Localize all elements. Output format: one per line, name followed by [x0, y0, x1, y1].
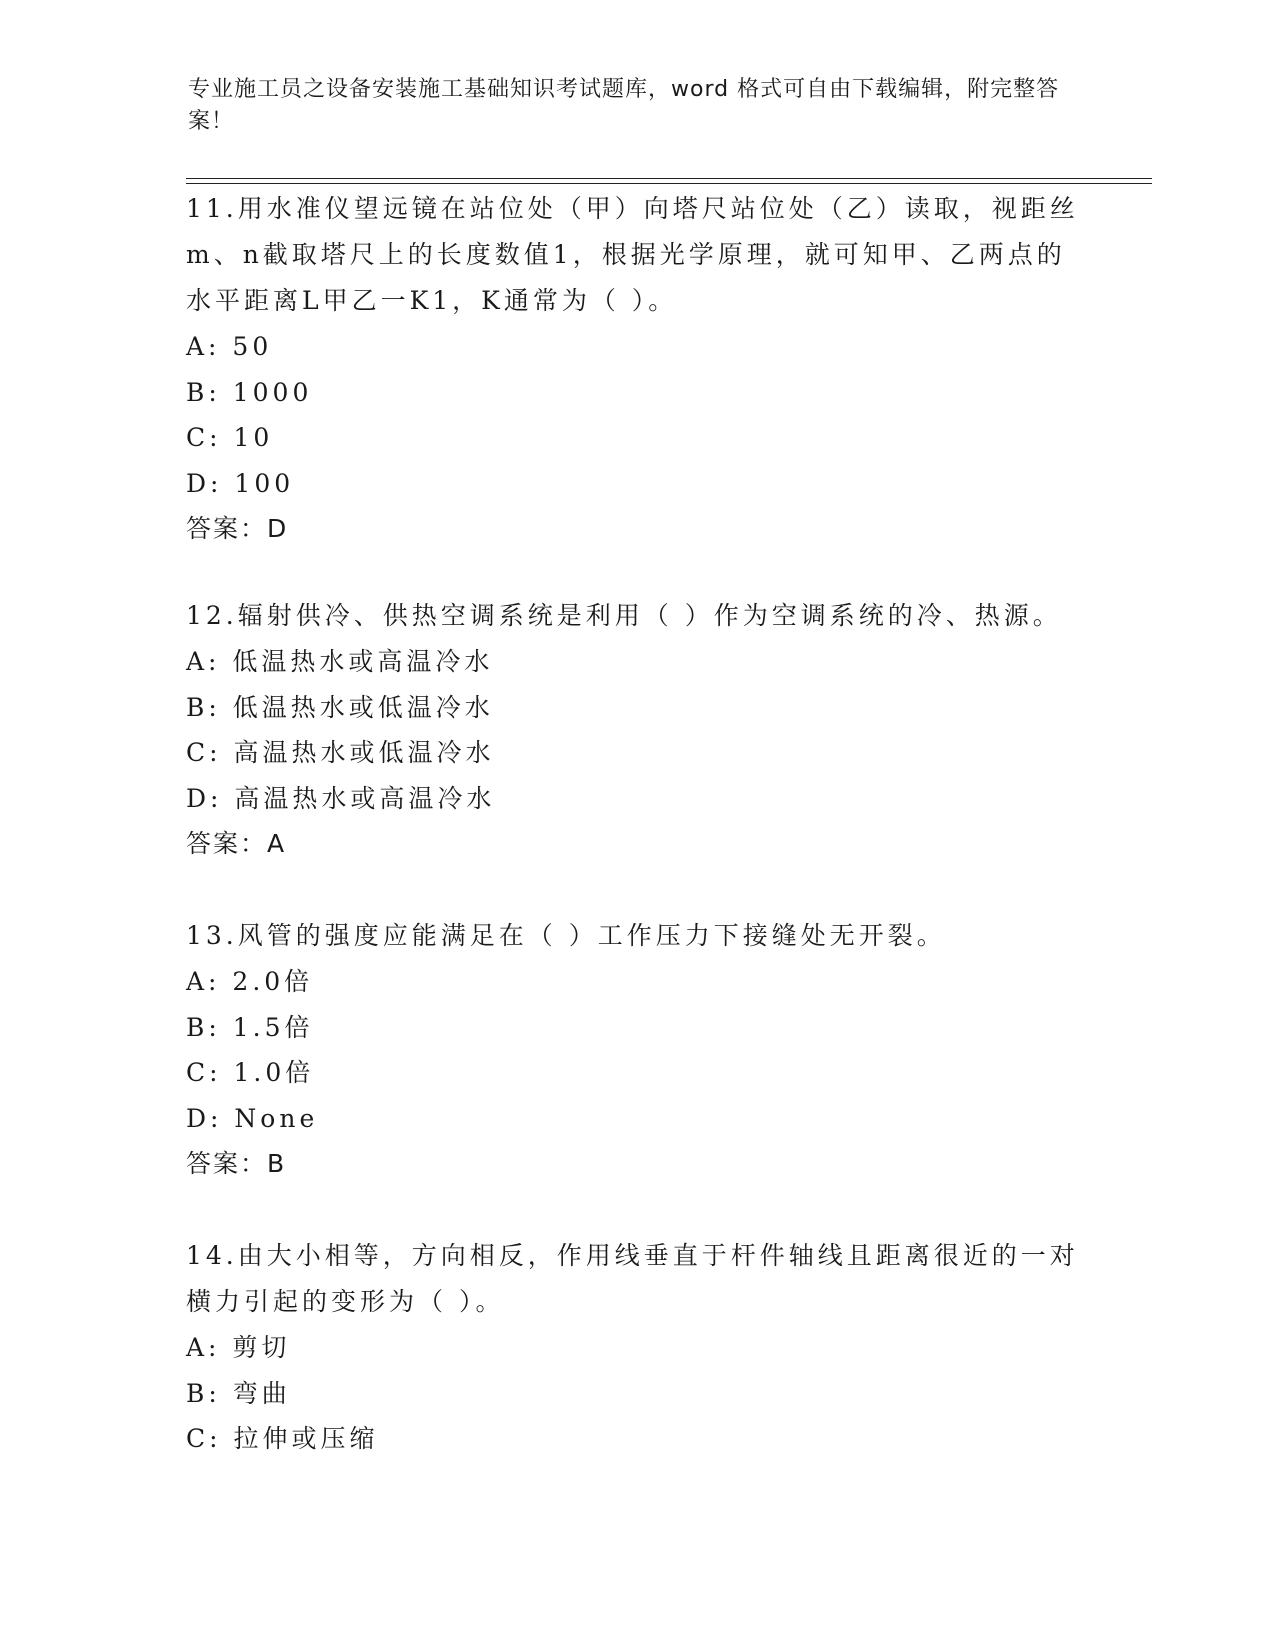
option-c: C: 10	[186, 423, 274, 452]
answer: 答案：D	[186, 514, 289, 543]
question-stem: 12.辐射供冷、供热空调系统是利用（ ）作为空调系统的冷、热源。	[186, 601, 1062, 630]
option-a: A: 低温热水或高温冷水	[186, 647, 494, 676]
question-11	[186, 186, 1086, 552]
question-stem: 14.由大小相等，方向相反，作用线垂直于杆件轴线且距离很近的一对横力引起的变形为（ ）。	[186, 1241, 1079, 1316]
option-a: A: 50	[186, 332, 273, 361]
question-12	[186, 593, 1086, 867]
answer: 答案：B	[186, 1149, 287, 1178]
option-b: B: 1.5倍	[186, 1012, 314, 1042]
option-d: D: None	[186, 1103, 319, 1133]
answer: 答案：A	[186, 829, 287, 858]
option-a: A: 2.0倍	[186, 967, 314, 996]
question-13	[186, 913, 1086, 1187]
header-divider-second	[186, 183, 1152, 184]
option-b: B: 低温热水或低温冷水	[186, 692, 494, 722]
option-d: D: 高温热水或高温冷水	[186, 783, 496, 813]
option-b: B: 1000	[186, 377, 313, 407]
document-header: 专业施工员之设备安装施工基础知识考试题库，word 格式可自由下载编辑，附完整答案！	[188, 77, 1060, 134]
question-14	[186, 1233, 1086, 1462]
option-a: A: 剪切	[186, 1333, 291, 1362]
option-c: C: 高温热水或低温冷水	[186, 738, 495, 767]
question-stem: 11.用水准仪望远镜在站位处（甲）向塔尺站位处（乙）读取，视距丝m、n截取塔尺上的长度数值1，根据光学原理，就可知甲、乙两点的水平距离L甲乙一K1，K通常为（ ）。	[186, 194, 1079, 315]
option-c: C: 1.0倍	[186, 1058, 315, 1087]
header-divider	[186, 178, 1152, 179]
option-c: C: 拉伸或压缩	[186, 1424, 379, 1453]
question-stem: 13.风管的强度应能满足在（ ）工作压力下接缝处无开裂。	[186, 921, 946, 950]
option-d: D: 100	[186, 468, 295, 498]
option-b: B: 弯曲	[186, 1378, 291, 1408]
